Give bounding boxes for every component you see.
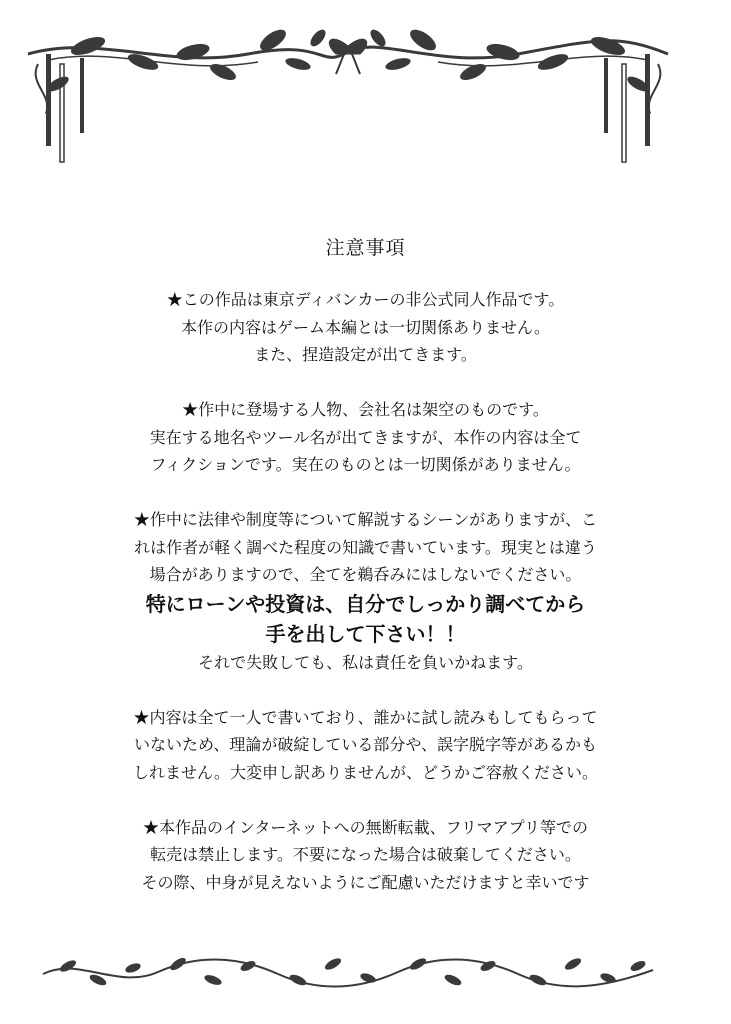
notice-body xyxy=(50,286,681,924)
notice-line: それで失敗しても、私は責任を負いかねます。 xyxy=(198,652,533,672)
notice-line: ★作中に登場する人物、会社名は架空のものです。 xyxy=(182,400,549,419)
notice-line: フィクションです。実在のものとは一切関係がありません。 xyxy=(150,455,581,474)
notice-line: ★本作品のインターネットへの無断転載、フリマアプリ等での xyxy=(143,817,588,837)
notice-line: ★作中に法律や制度等について解説するシーンがありますが、こ xyxy=(133,510,598,529)
notice-line: 本作の内容はゲーム本編とは一切関係ありません。 xyxy=(181,317,550,337)
notice-line: また、捏造設定が出てきます。 xyxy=(254,345,477,364)
notice-paragraph-1 xyxy=(50,286,681,369)
notice-line: 実在する地名やツール名が出てきますが、本作の内容は全て xyxy=(149,427,582,447)
emphasis-line: 特にローンや投資は、自分でしっかり調べてから xyxy=(145,591,586,616)
notice-line: いないため、理論が破綻している部分や、誤字脱字等があるかも xyxy=(133,735,598,754)
notice-line: れは作者が軽く調べた程度の知識で書いています。現実とは違う xyxy=(134,537,597,557)
notice-paragraph-4 xyxy=(50,704,681,787)
notice-line: ★この作品は東京ディバンカーの非公式同人作品です。 xyxy=(166,290,565,309)
notice-line: ★内容は全て一人で書いており、誰かに試し読みもしてもらって xyxy=(133,707,598,727)
notice-paragraph-3 xyxy=(50,506,681,676)
page-title: 注意事項 xyxy=(325,237,406,259)
vine-frame-ornament-icon xyxy=(18,24,678,169)
notice-line: 場合がありますので、全てを鵜呑みにはしないでください。 xyxy=(149,565,582,584)
notice-paragraph-5 xyxy=(50,814,681,897)
notice-line: しれません。大変申し訳ありませんが、どうかご容赦ください。 xyxy=(133,762,598,782)
notice-line: その際、中身が見えないようにご配慮いただけますと幸いです xyxy=(141,872,590,892)
notice-line: 転売は禁止します。不要になった場合は破棄してください。 xyxy=(150,845,581,864)
emphasis-line: 手を出して下さい！！ xyxy=(265,621,466,646)
notice-paragraph-2 xyxy=(50,396,681,479)
floral-border-ornament-icon xyxy=(38,950,658,994)
